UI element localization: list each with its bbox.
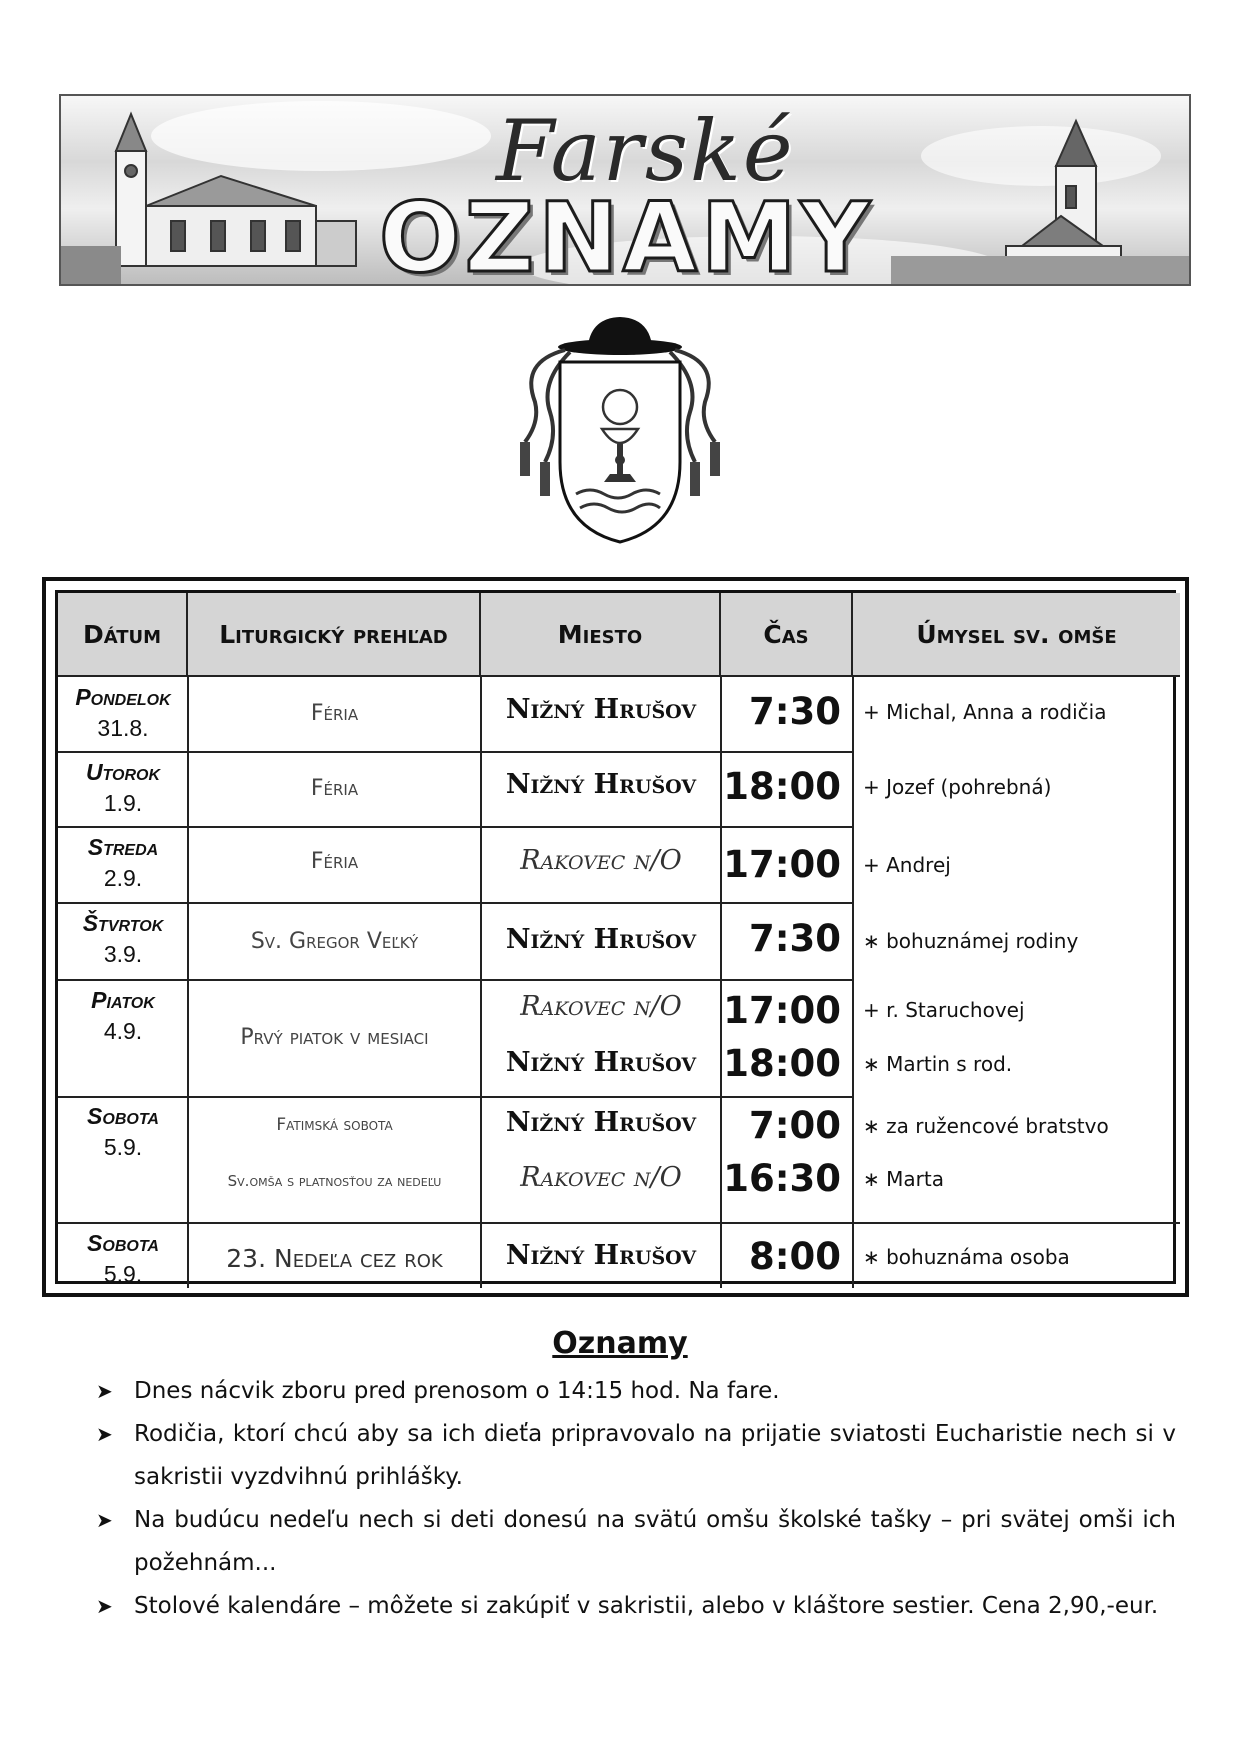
row-intention: + r. Staruchovej: [863, 998, 1025, 1022]
row-time: 18:00: [723, 765, 841, 808]
announcement-text: Na budúcu nedeľu nech si deti donesú na svätú omšu školské tašky – pri svätej omši ich požehnám...: [134, 1507, 1176, 1576]
row-date: 5.9.: [103, 1261, 143, 1287]
row-divider: [58, 826, 854, 828]
row-day: Sobota: [87, 1230, 159, 1256]
row-divider: [58, 902, 854, 904]
arrow-bullet-icon: ➤: [96, 1379, 113, 1403]
announcement-text: Stolové kalendáre – môžete si zakúpiť v sakristii, alebo v kláštore sestier. Cena 2,90,-eur.: [134, 1593, 1159, 1619]
row-place: Nižný Hrušov: [505, 1240, 697, 1271]
row-time: 7:30: [748, 917, 841, 960]
row-date: 3.9.: [103, 941, 143, 967]
row-place: Rakovec n/O: [520, 991, 682, 1022]
row-day: Pondelok: [75, 684, 171, 710]
row-intention: ∗ Martin s rod.: [863, 1052, 1013, 1076]
row-liturgy: Sv. Gregor Veľký: [250, 929, 419, 954]
list-item: [96, 1585, 1176, 1628]
list-item: [96, 1370, 1176, 1413]
row-place: Nižný Hrušov: [505, 694, 697, 725]
row-place: Nižný Hrušov: [505, 1107, 697, 1138]
row-intention: ∗ Marta: [863, 1167, 944, 1191]
row-liturgy-note: Sv.omša s platnosťou za nedeľu: [227, 1172, 442, 1190]
header-liturgy: Liturgický prehľad: [188, 593, 481, 677]
row-intention: + Jozef (pohrebná): [863, 775, 1052, 799]
row-place: Nižný Hrušov: [505, 769, 697, 800]
row-place: Nižný Hrušov: [505, 1047, 697, 1078]
row-intention: ∗ bohuznámej rodiny: [863, 929, 1079, 953]
header-date: Dátum: [58, 593, 188, 677]
list-item: [96, 1413, 1176, 1499]
row-place: Rakovec n/O: [520, 845, 682, 876]
row-time: 16:30: [723, 1157, 841, 1200]
row-liturgy: Féria: [310, 776, 359, 801]
arrow-bullet-icon: ➤: [96, 1508, 113, 1532]
row-date: 4.9.: [103, 1018, 143, 1044]
banner-script-title: Farské: [496, 102, 795, 200]
col-divider: [852, 677, 854, 1288]
row-place: Nižný Hrušov: [505, 924, 697, 955]
announcement-text: Rodičia, ktorí chcú aby sa ich dieťa pripravovalo na prijatie sviatosti Eucharistie nech si v sakristii vyzdvihnú prihlášky.: [134, 1421, 1176, 1490]
row-day: Štvrtok: [82, 910, 164, 936]
row-time: 17:00: [723, 843, 841, 886]
announcements-title: Oznamy: [552, 1326, 688, 1361]
row-divider: [58, 979, 854, 981]
arrow-bullet-icon: ➤: [96, 1422, 113, 1446]
row-day: Sobota: [87, 1103, 159, 1129]
row-date: 5.9.: [103, 1134, 143, 1160]
row-divider: [58, 1096, 854, 1098]
row-liturgy: 23. Nedeľa cez rok: [226, 1244, 443, 1273]
row-divider: [58, 751, 854, 753]
row-intention: + Michal, Anna a rodičia: [863, 700, 1107, 724]
row-place: Rakovec n/O: [520, 1162, 682, 1193]
row-liturgy: Fatimská sobota: [276, 1115, 393, 1135]
row-day: Piatok: [91, 987, 155, 1013]
row-date: 31.8.: [97, 715, 149, 741]
row-intention: ∗ bohuznáma osoba: [863, 1245, 1070, 1269]
mass-schedule-table: [42, 577, 1189, 1297]
header-place: Miesto: [481, 593, 721, 677]
row-time: 7:30: [748, 690, 841, 733]
row-intention: + Andrej: [863, 853, 951, 877]
arrow-bullet-icon: ➤: [96, 1594, 113, 1618]
row-date: 2.9.: [103, 865, 143, 891]
row-time: 17:00: [723, 989, 841, 1032]
row-divider: [58, 1222, 1180, 1224]
row-date: 1.9.: [103, 790, 143, 816]
row-liturgy: Féria: [310, 849, 359, 874]
row-day: Streda: [87, 834, 159, 860]
row-liturgy: Prvý piatok v mesiaci: [240, 1025, 429, 1050]
row-time: 7:00: [748, 1104, 841, 1147]
banner-main-title: OZNAMY: [379, 182, 874, 286]
list-item: [96, 1499, 1176, 1585]
coat-of-arms-emblem: [510, 312, 730, 552]
announcements-list: [96, 1370, 1176, 1628]
row-day: Utorok: [85, 759, 161, 785]
row-time: 18:00: [723, 1042, 841, 1085]
row-liturgy: Féria: [310, 701, 359, 726]
announcement-text: Dnes nácvik zboru pred prenosom o 14:15 hod. Na fare.: [134, 1378, 780, 1404]
row-intention: ∗ za ružencové bratstvo: [863, 1114, 1109, 1138]
header-banner: [59, 94, 1191, 286]
header-time: Čas: [721, 593, 853, 677]
table-frame: [55, 590, 1176, 1287]
row-time: 8:00: [748, 1235, 841, 1278]
header-intention: Úmysel sv. omše: [853, 593, 1180, 677]
